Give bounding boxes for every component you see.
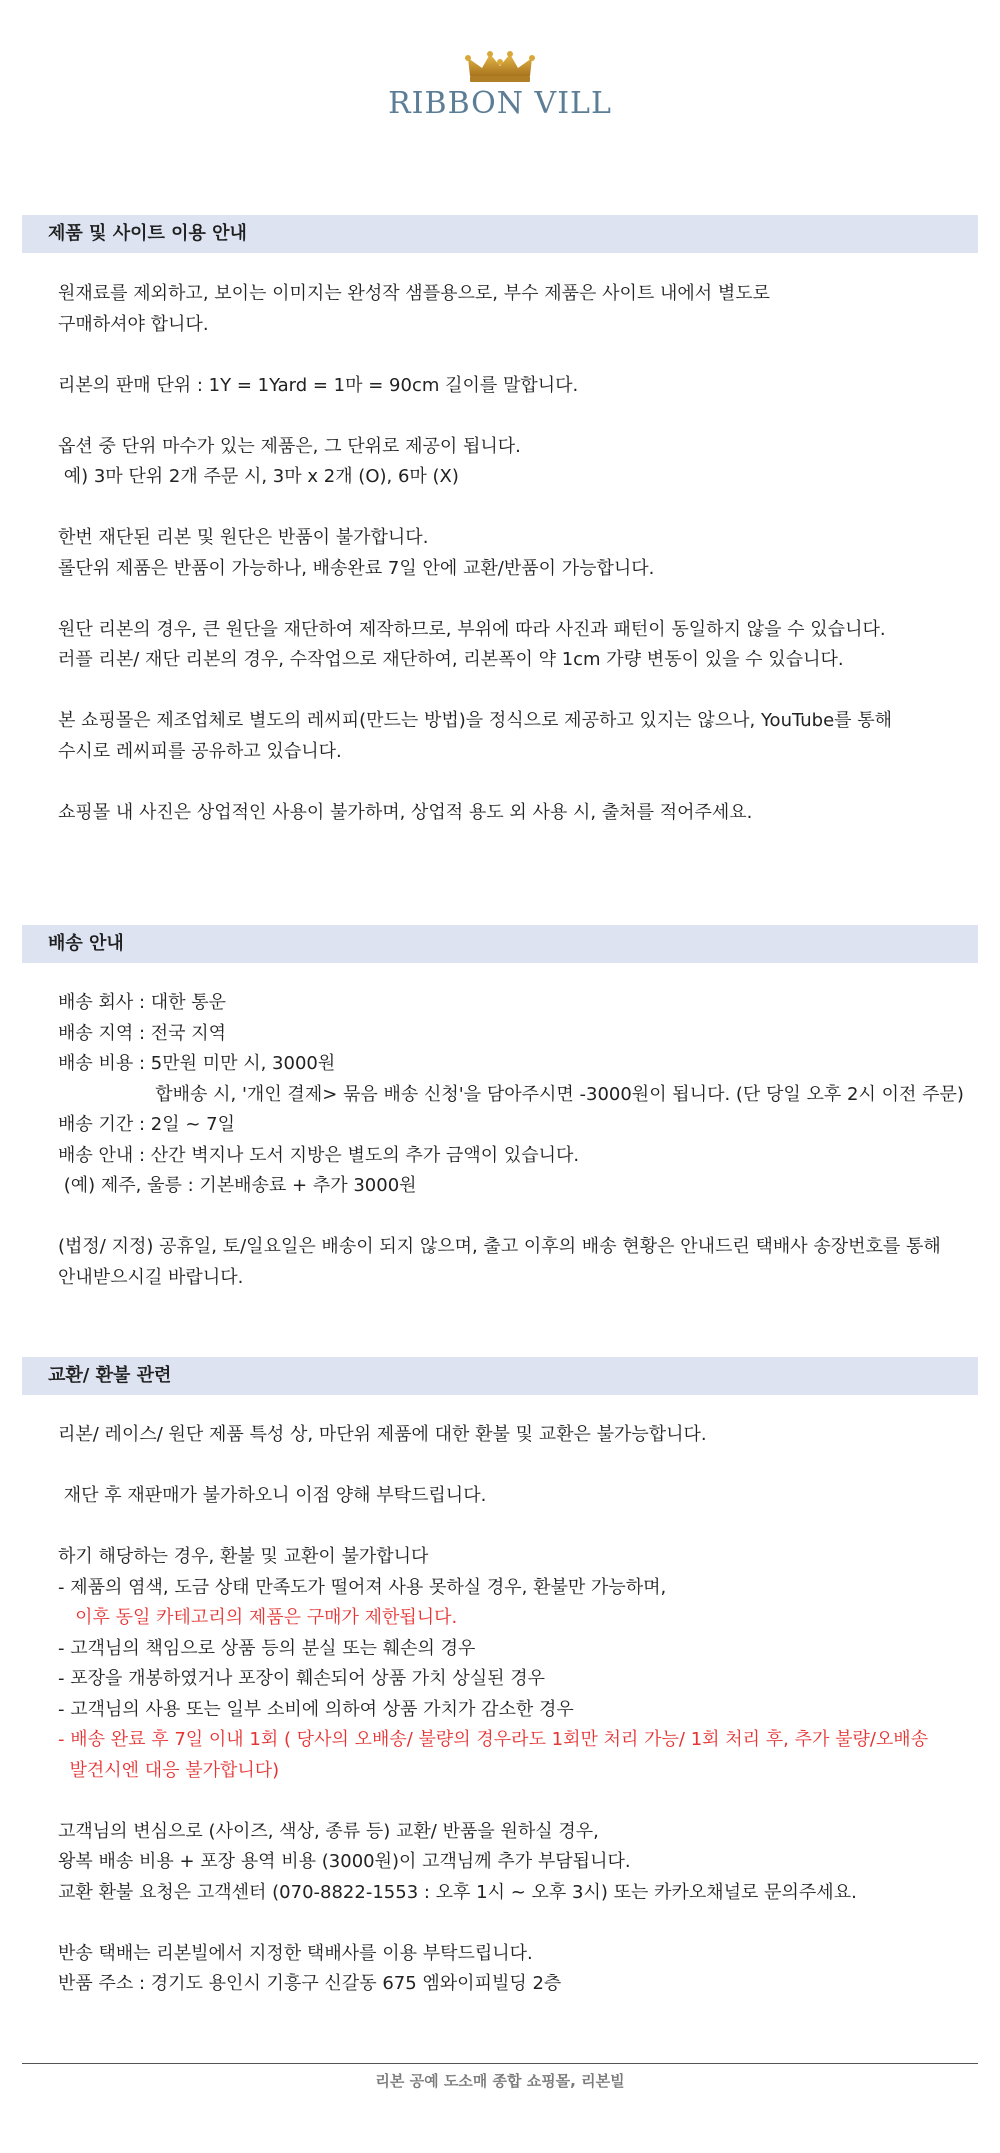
logo-text: RIBBON VILL	[388, 86, 612, 121]
section-title-shipping: 배송 안내	[22, 925, 978, 963]
footer-text: 리본 공예 도소매 종합 쇼핑몰, 리본빌	[375, 2072, 625, 2090]
footer-divider	[22, 2063, 978, 2064]
blank-line	[58, 401, 958, 432]
text-line: 구매하셔야 합니다.	[58, 313, 209, 335]
text-line: 본 쇼핑몰은 제조업체로 별도의 레씨피(만드는 방법)을 정식으로 제공하고 있지는 않으나, YouTube를 통해	[58, 710, 893, 731]
section-body-exchange-refund	[58, 1420, 958, 2000]
text-line: - 고객님의 사용 또는 일부 소비에 의하여 상품 가치가 감소한 경우	[58, 1698, 574, 1720]
text-line: (법정/ 지정) 공휴일, 토/일요일은 배송이 되지 않으며, 출고 이후의 배송 현황은 안내드린 택배사 송장번호를 통해	[58, 1236, 941, 1257]
brand-logo[interactable]	[0, 50, 1000, 122]
blank-line	[58, 1202, 958, 1233]
blank-line	[58, 1786, 958, 1817]
warning-text-line: - 배송 완료 후 7일 이내 1회 ( 당사의 오배송/ 불량의 경우라도 1회만 처리 가능/ 1회 처리 후, 추가 불량/오배송	[58, 1729, 929, 1750]
text-line: 재단 후 재판매가 불가하오니 이점 양해 부탁드립니다.	[58, 1485, 487, 1506]
text-line: 반품 주소 : 경기도 용인시 기흥구 신갈동 675 엠와이피빌딩 2층	[58, 1973, 562, 1994]
blank-line	[58, 493, 958, 524]
text-line: 리본의 판매 단위 : 1Y = 1Yard = 1마 = 90cm 길이를 말합니다.	[58, 374, 579, 396]
text-line: 예) 3마 단위 2개 주문 시, 3마 x 2개 (O), 6마 (X)	[58, 466, 459, 487]
text-line: 롤단위 제품은 반품이 가능하나, 배송완료 7일 안에 교환/반품이 가능합니다.	[58, 557, 655, 579]
text-line: - 제품의 염색, 도금 상태 만족도가 떨어져 사용 못하실 경우, 환불만 가능하며,	[58, 1576, 667, 1598]
blank-line	[58, 584, 958, 615]
text-line: 쇼핑몰 내 사진은 상업적인 사용이 불가하며, 상업적 용도 외 사용 시, 출처를 적어주세요.	[58, 801, 753, 823]
text-line: 합배송 시, '개인 결제> 묶음 배송 신청'을 담아주시면 -3000원이 됩니다. (단 당일 오후 2시 이전 주문)	[58, 1083, 964, 1105]
blank-line	[58, 767, 958, 798]
text-line: - 고객님의 책임으로 상품 등의 분실 또는 훼손의 경우	[58, 1637, 476, 1659]
text-line: 배송 비용 : 5만원 미만 시, 3000원	[58, 1053, 336, 1074]
text-line: 배송 기간 : 2일 ~ 7일	[58, 1114, 235, 1135]
blank-line	[58, 1908, 958, 1939]
warning-text-line: 발견시엔 대응 불가합니다)	[58, 1759, 280, 1781]
text-line: 안내받으시길 바랍니다.	[58, 1266, 244, 1288]
text-line: (예) 제주, 울릉 : 기본배송료 + 추가 3000원	[58, 1175, 417, 1196]
text-line: 반송 택배는 리본빌에서 지정한 택배사를 이용 부탁드립니다.	[58, 1942, 533, 1964]
section-body-shipping	[58, 988, 964, 1293]
text-line: 교환 환불 요청은 고객센터 (070-8822-1553 : 오후 1시 ~ 오후 3시) 또는 카카오채널로 문의주세요.	[58, 1881, 857, 1903]
text-line: 하기 해당하는 경우, 환불 및 교환이 불가합니다	[58, 1546, 429, 1567]
crown-icon	[464, 50, 536, 84]
blank-line	[58, 1512, 958, 1543]
text-line: 배송 안내 : 산간 벽지나 도서 지방은 별도의 추가 금액이 있습니다.	[58, 1144, 580, 1166]
text-line: 러플 리본/ 재단 리본의 경우, 수작업으로 재단하여, 리본폭이 약 1cm 가량 변동이 있을 수 있습니다.	[58, 649, 844, 670]
blank-line	[58, 340, 958, 371]
text-line: 옵션 중 단위 마수가 있는 제품은, 그 단위로 제공이 됩니다.	[58, 435, 521, 457]
section-title-product-usage: 제품 및 사이트 이용 안내	[22, 215, 978, 253]
section-title-exchange-refund: 교환/ 환불 관련	[22, 1357, 978, 1395]
text-line: 배송 지역 : 전국 지역	[58, 1022, 227, 1044]
text-line: - 포장을 개봉하였거나 포장이 훼손되어 상품 가치 상실된 경우	[58, 1668, 545, 1689]
blank-line	[58, 676, 958, 707]
text-line: 한번 재단된 리본 및 원단은 반품이 불가합니다.	[58, 527, 429, 548]
text-line: 원단 리본의 경우, 큰 원단을 재단하여 제작하므로, 부위에 따라 사진과 패턴이 동일하지 않을 수 있습니다.	[58, 618, 886, 640]
text-line: 왕복 배송 비용 + 포장 용역 비용 (3000원)이 고객님께 추가 부담됩니다.	[58, 1851, 631, 1872]
text-line: 리본/ 레이스/ 원단 제품 특성 상, 마단위 제품에 대한 환불 및 교환은 불가능합니다.	[58, 1424, 707, 1445]
warning-text-line: 이후 동일 카테고리의 제품은 구매가 제한됩니다.	[58, 1607, 458, 1628]
text-line: 고객님의 변심으로 (사이즈, 색상, 종류 등) 교환/ 반품을 원하실 경우,	[58, 1820, 599, 1842]
blank-line	[58, 1451, 958, 1482]
section-body-product-usage	[58, 279, 958, 828]
text-line: 원재료를 제외하고, 보이는 이미지는 완성작 샘플용으로, 부수 제품은 사이트 내에서 별도로	[58, 283, 771, 304]
text-line: 배송 회사 : 대한 통운	[58, 992, 227, 1013]
text-line: 수시로 레씨피를 공유하고 있습니다.	[58, 740, 342, 762]
